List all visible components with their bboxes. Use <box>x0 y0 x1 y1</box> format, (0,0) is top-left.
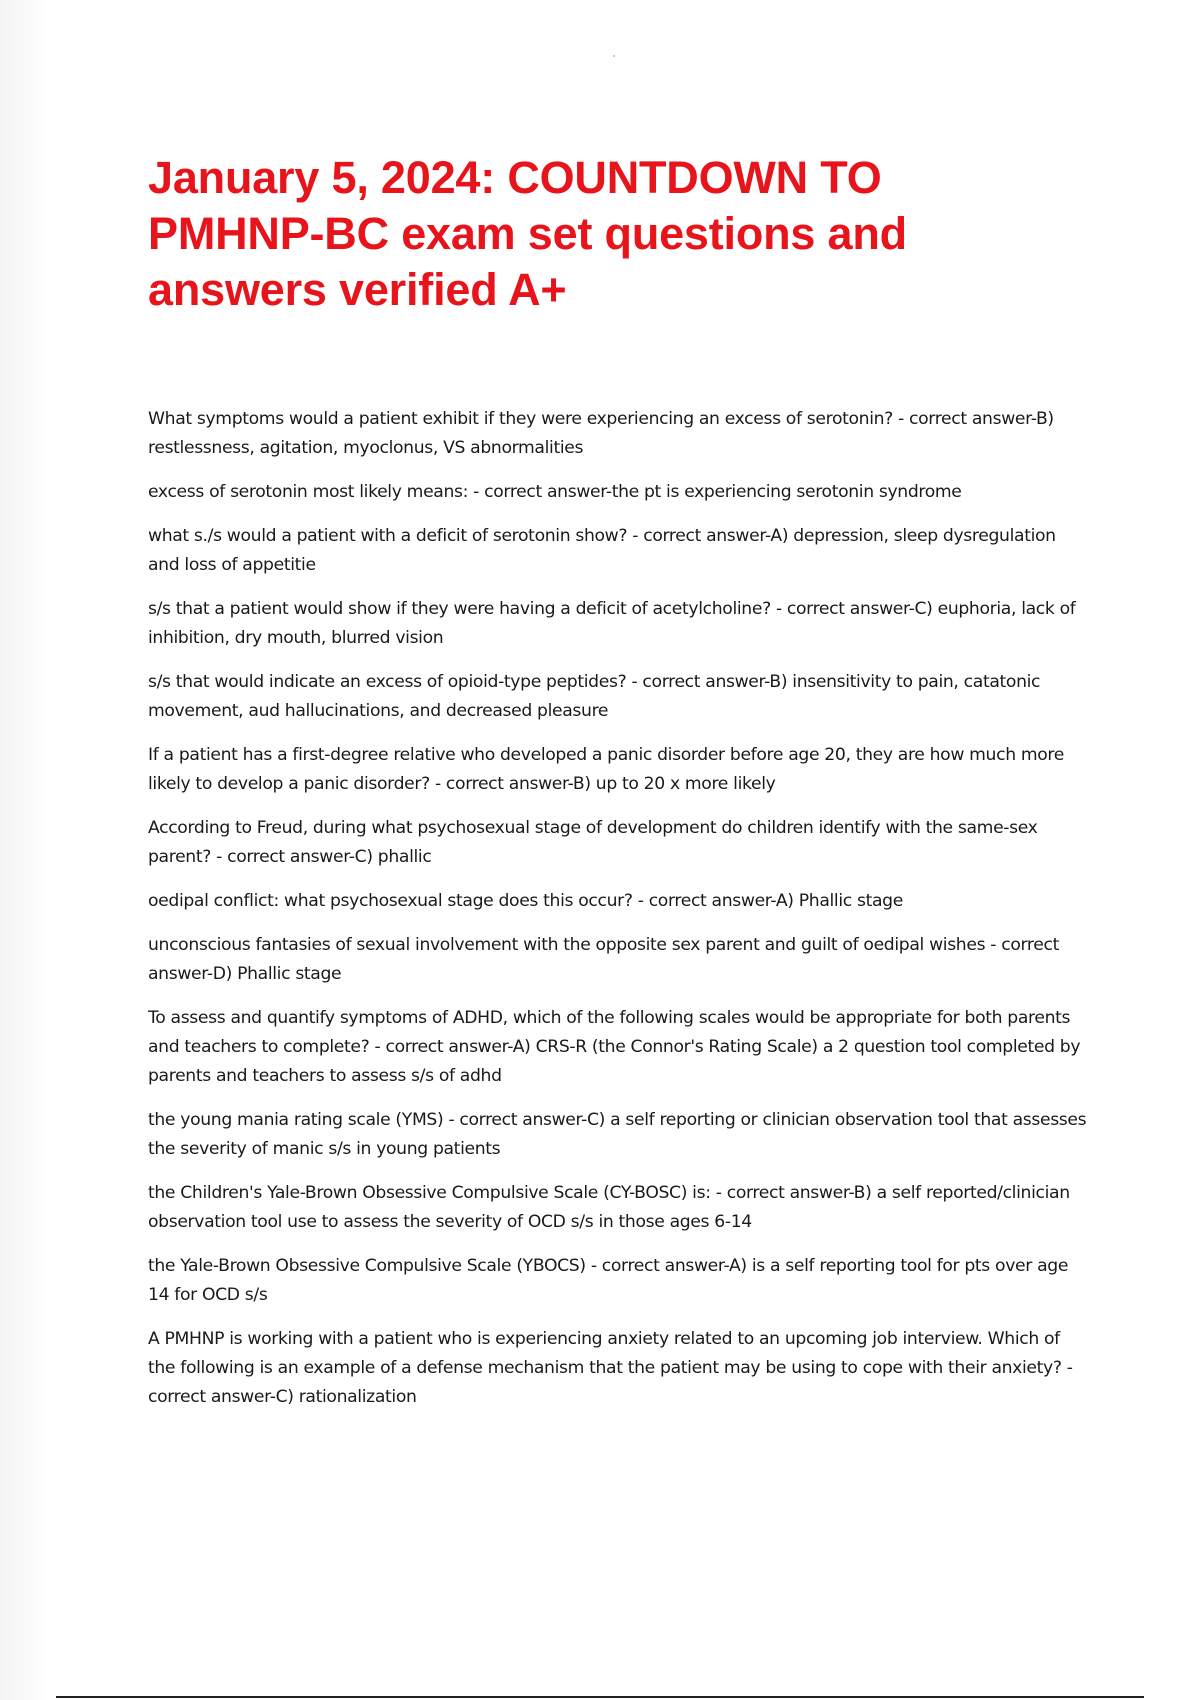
scan-edge-shadow <box>0 0 46 1700</box>
document-title: January 5, 2024: COUNTDOWN TO PMHNP-BC exam set questions and answers verified A+ <box>148 152 907 315</box>
qa-item: excess of serotonin most likely means: - correct answer-the pt is experiencing serotonin syndrome <box>148 482 962 502</box>
qa-item: To assess and quantify symptoms of ADHD, which of the following scales would be appropriate for both parents and teachers to complete? - correct answer-A) CRS-R (the Connor's Rating Scale) a 2 question tool completed by parents and teachers to assess s/s of adhd <box>148 1008 1081 1086</box>
qa-item: s/s that a patient would show if they were having a deficit of acetylcholine? - correct answer-C) euphoria, lack of inhibition, dry mouth, blurred vision <box>148 599 1076 648</box>
qa-item: oedipal conflict: what psychosexual stage does this occur? - correct answer-A) Phallic stage <box>148 891 903 911</box>
qa-item: the Children's Yale-Brown Obsessive Compulsive Scale (CY-BOSC) is: - correct answer-B) a self reported/clinician observation tool use to assess the severity of OCD s/s in those ages 6-14 <box>148 1183 1070 1232</box>
qa-list <box>148 405 1088 1427</box>
qa-item: What symptoms would a patient exhibit if they were experiencing an excess of serotonin? - correct answer-B) restlessness, agitation, myoclonus, VS abnormalities <box>148 409 1054 458</box>
qa-item: the Yale-Brown Obsessive Compulsive Scale (YBOCS) - correct answer-A) is a self reporting tool for pts over age 14 for OCD s/s <box>148 1256 1069 1305</box>
bottom-divider <box>56 1696 1144 1698</box>
qa-item: If a patient has a first-degree relative who developed a panic disorder before age 20, they are how much more likely to develop a panic disorder? - correct answer-B) up to 20 x more likely <box>148 745 1064 794</box>
qa-item: According to Freud, during what psychosexual stage of development do children identify with the same-sex parent? - correct answer-C) phallic <box>148 818 1038 867</box>
scan-artifact-dot <box>613 55 615 57</box>
qa-item: s/s that would indicate an excess of opioid-type peptides? - correct answer-B) insensitivity to pain, catatonic movement, aud hallucinations, and decreased pleasure <box>148 672 1041 721</box>
qa-item: the young mania rating scale (YMS) - correct answer-C) a self reporting or clinician observation tool that assesses the severity of manic s/s in young patients <box>148 1110 1087 1159</box>
qa-item: unconscious fantasies of sexual involvement with the opposite sex parent and guilt of oedipal wishes - correct answer-D) Phallic stage <box>148 935 1059 984</box>
qa-item: what s./s would a patient with a deficit of serotonin show? - correct answer-A) depression, sleep dysregulation and loss of appetitie <box>148 526 1056 575</box>
qa-item: A PMHNP is working with a patient who is experiencing anxiety related to an upcoming job interview. Which of the following is an example of a defense mechanism that the patient may be using to cope with their anxiety? - correct answer-C) rationalization <box>148 1329 1073 1407</box>
